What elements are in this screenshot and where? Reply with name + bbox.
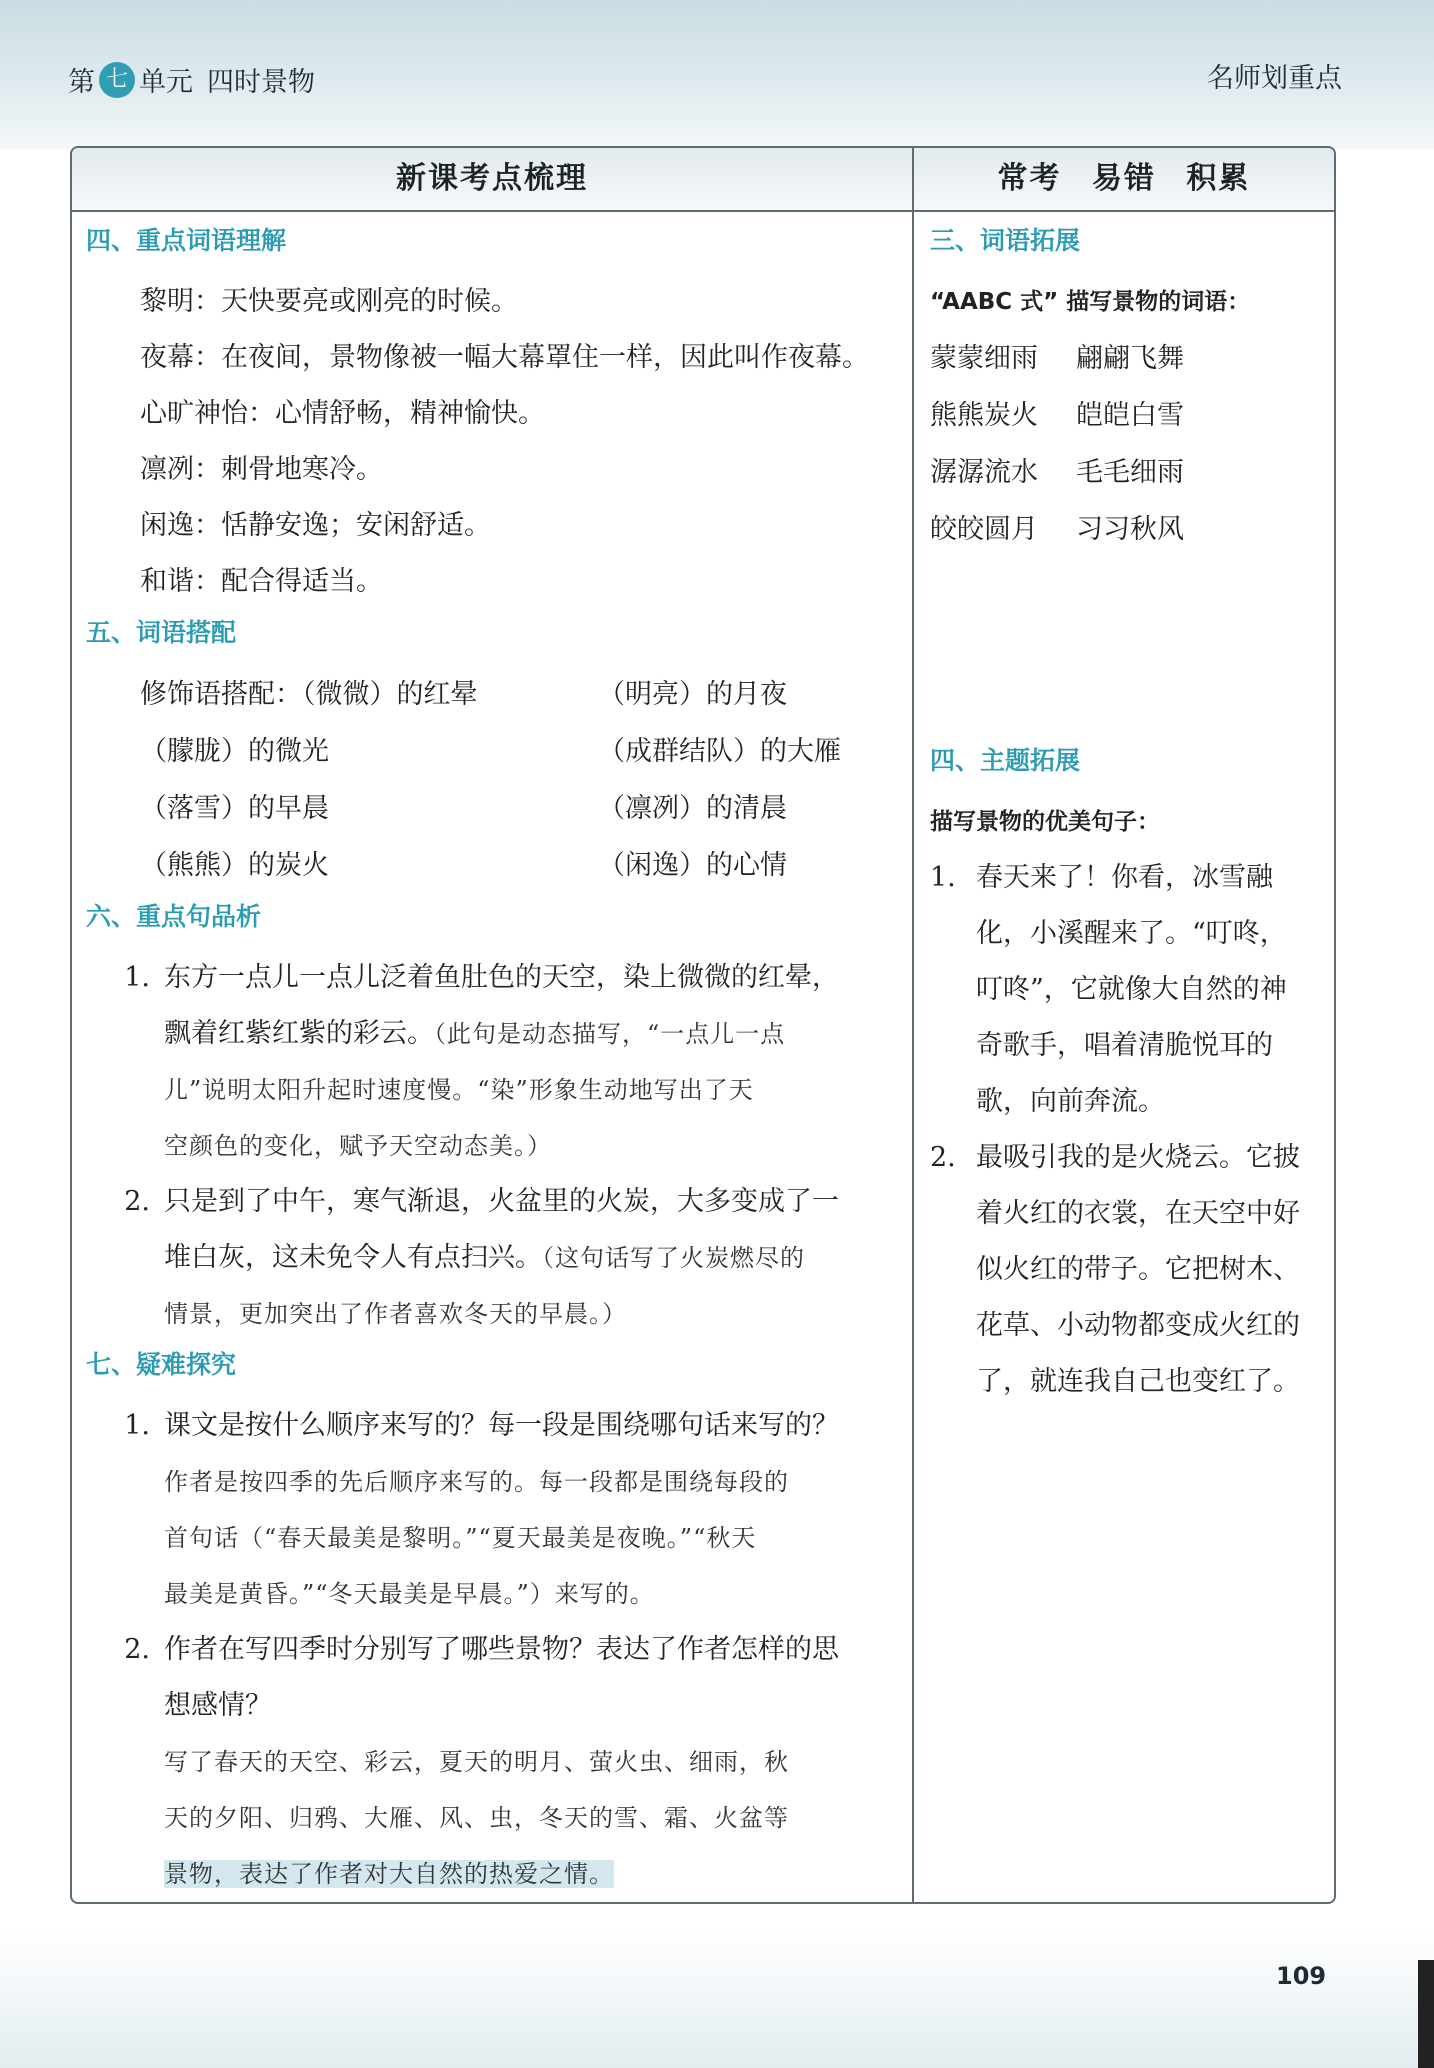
word-row	[930, 387, 1326, 444]
answer-line: 天的夕阳、归鸦、大雁、风、虫，冬天的雪、霜、火盆等	[164, 1804, 789, 1832]
collocation-cell: （成群结队）的大雁	[598, 736, 841, 767]
sentence-line: 花草、小动物都变成火红的	[976, 1310, 1300, 1341]
sentence-line: 飘着红紫红紫的彩云。	[164, 1018, 434, 1049]
section-title: 四、主题拓展	[930, 746, 1081, 775]
sentence-line: 歌，向前奔流。	[976, 1086, 1165, 1117]
sentence-line: 叮咚”，它就像大自然的神	[976, 974, 1287, 1005]
definition-line: 闲逸：恬静安逸；安闲舒适。	[140, 510, 491, 541]
collocation-row	[86, 837, 902, 894]
sentence-line: 春天来了！你看，冰雪融	[976, 862, 1273, 893]
word-row	[930, 501, 1326, 558]
section-title: 七、疑难探究	[86, 1350, 237, 1379]
left-column-header: 新课考点梳理	[72, 148, 912, 212]
item-number: 1.	[124, 1410, 150, 1441]
unit-number-badge: 七	[99, 62, 135, 98]
bottom-band	[0, 1930, 1434, 2068]
collocation-row	[86, 780, 902, 837]
word-cell: 熊熊炭火	[930, 400, 1038, 431]
analysis-text: （此句是动态描写，“一点儿一点	[434, 1020, 786, 1048]
answer-line: 最美是黄昏。”“冬天最美是早晨。”）来写的。	[164, 1580, 655, 1608]
page-number: 109	[1276, 1962, 1327, 1990]
sentence-line: 化，小溪醒来了。“叮咚，	[976, 918, 1287, 949]
sentence-item	[930, 850, 1326, 1130]
item-number: 1.	[930, 862, 956, 893]
answer-line: 写了春天的天空、彩云，夏天的明月、萤火虫、细雨，秋	[164, 1748, 789, 1776]
column-divider	[912, 148, 914, 1904]
analysis-text: 儿”说明太阳升起时速度慢。“染”形象生动地写出了天	[164, 1076, 754, 1104]
collocation-row	[86, 723, 902, 780]
section-title: 三、词语拓展	[930, 226, 1081, 255]
content-table	[70, 146, 1336, 1904]
sentence-analysis-item	[86, 1174, 902, 1342]
collocation-cell: （凛冽）的清晨	[598, 793, 787, 824]
question-item	[86, 1622, 902, 1734]
collocation-cell: （熊熊）的炭火	[140, 850, 329, 881]
right-column	[930, 218, 1326, 1410]
word-cell: 潺潺流水	[930, 457, 1038, 488]
word-cell: 习习秋风	[1076, 514, 1184, 545]
definition-line: 和谐：配合得适当。	[140, 566, 383, 597]
unit-title: 四时景物	[207, 67, 315, 98]
sentence-line: 似火红的带子。它把树木、	[976, 1254, 1300, 1285]
unit-label	[68, 60, 315, 99]
word-cell: 毛毛细雨	[1076, 457, 1184, 488]
brand-label: 名师划重点	[1207, 63, 1342, 94]
item-number: 1.	[124, 962, 150, 993]
word-cell: 翩翩飞舞	[1076, 343, 1184, 374]
unit-prefix: 第	[68, 67, 95, 98]
item-number: 2.	[930, 1142, 956, 1173]
definition-line: 黎明：天快要亮或刚亮的时候。	[140, 286, 518, 317]
collocation-cell: （闲逸）的心情	[598, 850, 787, 881]
item-number: 2.	[124, 1634, 150, 1665]
question-text: 课文是按什么顺序来写的？每一段是围绕哪句话来写的？	[164, 1410, 839, 1441]
word-row	[930, 330, 1326, 387]
collocation-cell: （朦胧）的微光	[140, 736, 329, 767]
section-subtitle: 描写景物的优美句子：	[930, 809, 1160, 835]
question-text: 想感情？	[164, 1690, 272, 1721]
section-title: 四、重点词语理解	[86, 226, 287, 255]
analysis-text: （这句话写了火炭燃尽的	[542, 1244, 805, 1272]
word-cell: 蒙蒙细雨	[930, 343, 1038, 374]
sentence-line: 了，就连我自己也变红了。	[976, 1366, 1300, 1397]
collocation-cell: （落雪）的早晨	[140, 793, 329, 824]
section-title: 六、重点句品析	[86, 902, 262, 931]
sentence-line: 奇歌手，唱着清脆悦耳的	[976, 1030, 1273, 1061]
answer-line: 首句话（“春天最美是黎明。”“夏天最美是夜晚。”“秋天	[164, 1524, 757, 1552]
sentence-item	[930, 1130, 1326, 1410]
edge-strip	[1418, 1960, 1434, 2068]
left-column	[86, 218, 902, 1902]
item-number: 2.	[124, 1186, 150, 1217]
section-title: 五、词语搭配	[86, 618, 237, 647]
word-cell: 皎皎圆月	[930, 514, 1038, 545]
question-text: 作者在写四季时分别写了哪些景物？表达了作者怎样的思	[164, 1634, 839, 1665]
sentence-line: 堆白灰，这未免令人有点扫兴。	[164, 1242, 542, 1273]
definition-line: 夜幕：在夜间，景物像被一幅大幕罩住一样，因此叫作夜幕。	[140, 342, 869, 373]
analysis-text: 情景，更加突出了作者喜欢冬天的早晨。）	[164, 1300, 627, 1328]
definition-line: 心旷神怡：心情舒畅，精神愉快。	[140, 398, 545, 429]
sentence-analysis-item	[86, 950, 902, 1174]
right-column-header: 常考 易错 积累	[914, 148, 1334, 212]
analysis-text: 空颜色的变化，赋予天空动态美。）	[164, 1132, 552, 1160]
sentence-line: 最吸引我的是火烧云。它披	[976, 1142, 1300, 1173]
definition-line: 凛冽：刺骨地寒冷。	[140, 454, 383, 485]
answer-line-highlighted: 景物，表达了作者对大自然的热爱之情。	[164, 1860, 614, 1888]
collocation-cell: （明亮）的月夜	[598, 679, 787, 710]
unit-suffix: 单元	[139, 67, 193, 98]
answer-line: 作者是按四季的先后顺序来写的。每一段都是围绕每段的	[164, 1468, 789, 1496]
word-row	[930, 444, 1326, 501]
sentence-line: 着火红的衣裳，在天空中好	[976, 1198, 1300, 1229]
sentence-line: 东方一点儿一点儿泛着鱼肚色的天空，染上微微的红晕，	[164, 962, 839, 993]
section-subtitle: “AABC 式” 描写景物的词语：	[930, 289, 1251, 315]
collocation-cell: 修饰语搭配：（微微）的红晕	[140, 679, 478, 710]
question-item	[86, 1398, 902, 1454]
sentence-line: 只是到了中午，寒气渐退，火盆里的火炭，大多变成了一	[164, 1186, 839, 1217]
collocation-row	[86, 666, 902, 723]
word-cell: 皑皑白雪	[1076, 400, 1184, 431]
